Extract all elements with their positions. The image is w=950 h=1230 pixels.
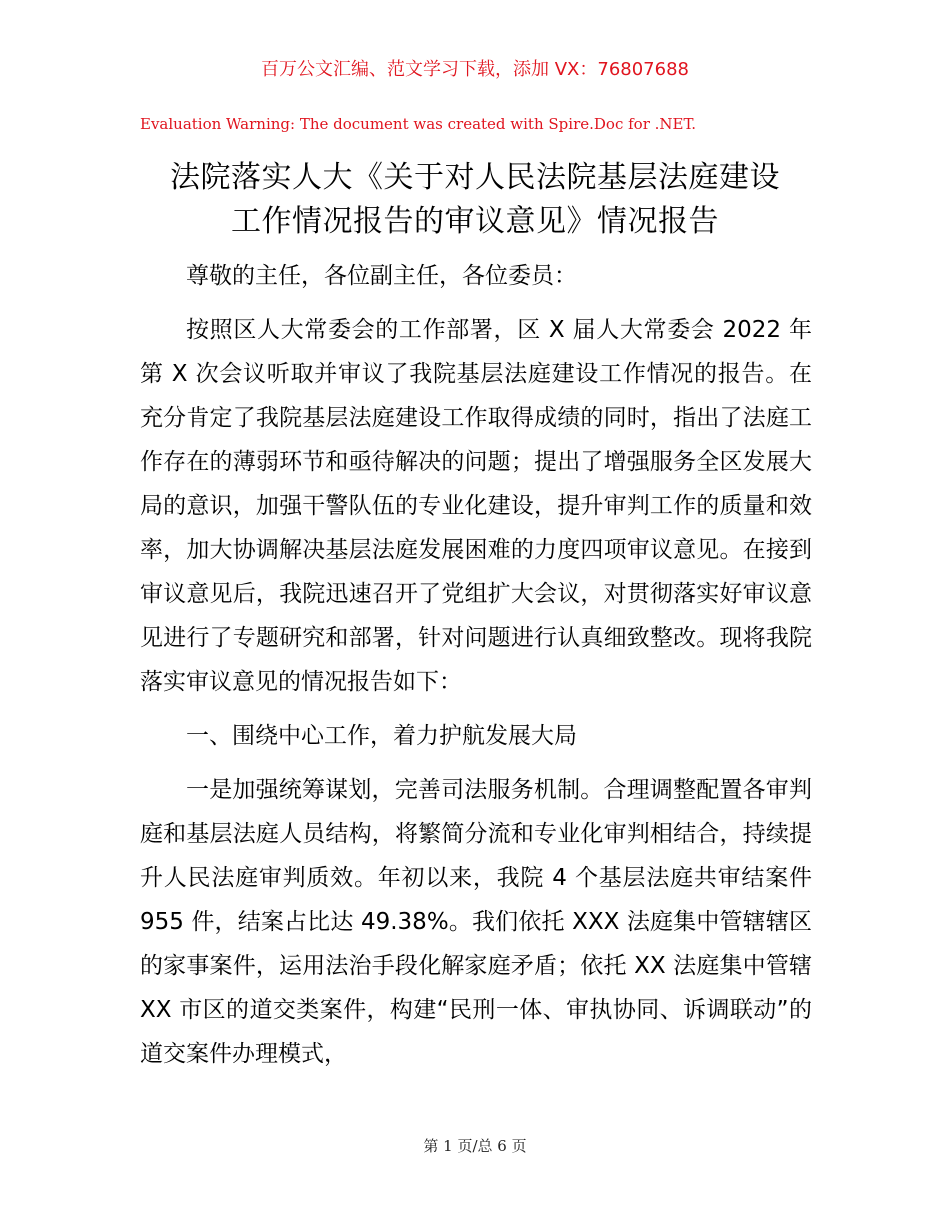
title-line-1: 法院落实人大《关于对人民法院基层法庭建设: [170, 160, 780, 195]
paragraph-intro: 按照区人大常委会的工作部署，区 X 届人大常委会 2022 年第 X 次会议听取并审议了我院基层法庭建设工作情况的报告。在充分肯定了我院基层法庭建设工作取得成绩的同时，指出了法庭工作存在的薄弱环节和亟待解决的问题；提出了增强服务全区发展大局的意识，加强干警队伍的专业化建设，提升审判工作的质量和效率，加大协调解决基层法庭发展困难的力度四项审议意见。在接到审议意见后，我院迅速召开了党组扩大会议，对贯彻落实好审议意见进行了专题研究和部署，针对问题进行认真细致整改。现将我院落实审议意见的情况报告如下：: [140, 317, 812, 695]
evaluation-warning: Evaluation Warning: The document was created with Spire.Doc for .NET.: [140, 115, 697, 133]
title-line-2: 工作情况报告的审议意见》情况报告: [231, 204, 719, 239]
page-indicator: 第 1 页/总 6 页: [423, 1137, 527, 1155]
section-heading-1: 一、围绕中心工作，着力护航发展大局: [186, 723, 577, 749]
paragraph-section-1: 一是加强统筹谋划，完善司法服务机制。合理调整配置各审判庭和基层法庭人员结构，将繁简分流和专业化审判相结合，持续提升人民法庭审判质效。年初以来，我院 4 个基层法庭共审结案件 955 件，结案占比达 49.38%。我们依托 XXX 法庭集中管辖辖区的家事案件，运用法治手段化解家庭矛盾；依托 XX 法庭集中管辖 XX 市区的道交类案件，构建“民刑一体、审执协同、诉调联动”的道交案件办理模式，: [140, 777, 812, 1067]
document-body: [140, 254, 812, 1076]
document-title: [130, 156, 820, 244]
salutation: 尊敬的主任，各位副主任，各位委员：: [186, 263, 577, 289]
header-ad-text: 百万公文汇编、范文学习下载，添加 VX：76807688: [261, 59, 689, 80]
